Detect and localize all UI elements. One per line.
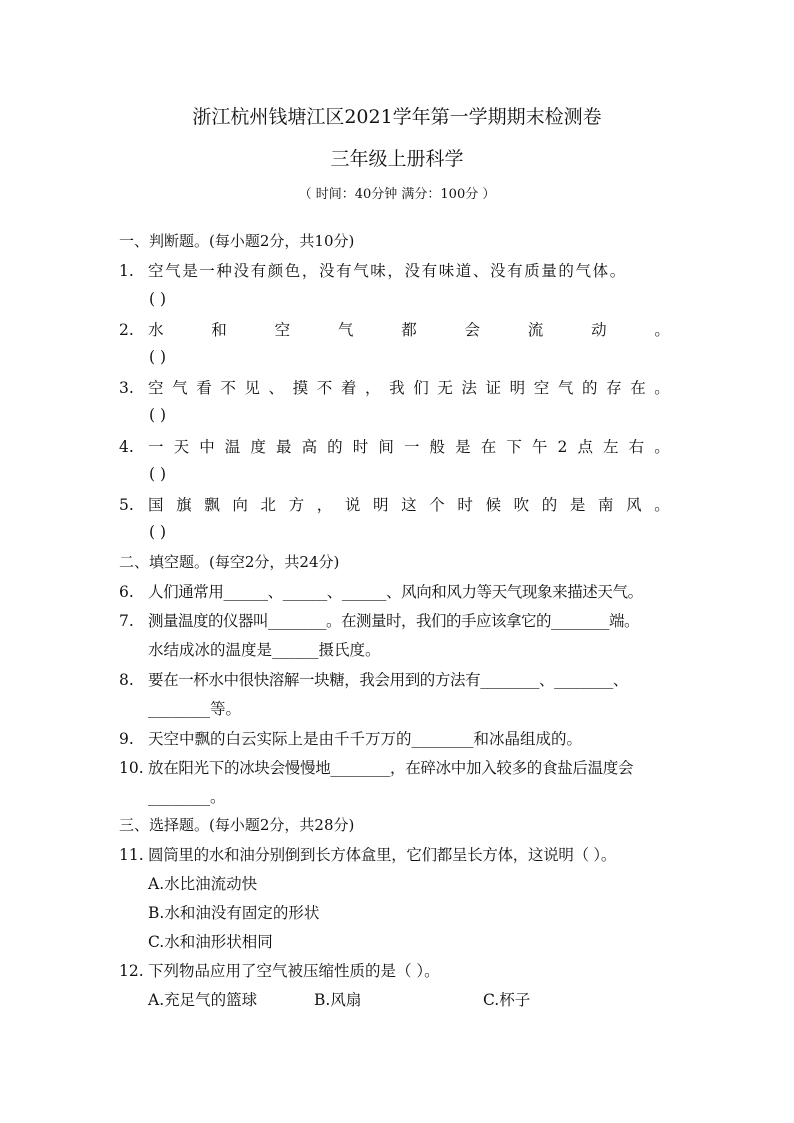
question-text: 空 气 看 不 见 、 摸 不 着 ， 我 们 无 法 证 明 空 气 的 存 在 。 <box>148 379 670 397</box>
question-text: ________。 <box>148 788 226 806</box>
option-b[interactable]: B.水和油没有固定的形状 <box>148 904 320 922</box>
section-heading: 二、填空题。(每空2分，共24分) <box>119 553 340 571</box>
answer-blank[interactable]: ( ) <box>149 523 167 541</box>
exam-subtitle: 三年级上册科学 <box>330 148 464 170</box>
section-heading: 三、选择题。(每小题2分，共28分) <box>119 816 355 834</box>
question-text: 放在阳光下的冰块会慢慢地________，在碎冰中加入较多的食盐后温度会 <box>148 759 634 777</box>
question-text: 天空中飘的白云实际上是由千千万万的________和冰晶组成的。 <box>148 730 583 748</box>
section-heading: 一、判断题。(每小题2分，共10分) <box>119 232 355 250</box>
option-a[interactable]: A.充足气的篮球 <box>148 991 258 1009</box>
question-number: 7. <box>119 612 134 630</box>
question-text: 测量温度的仪器叫________。在测量时，我们的手应该拿它的________端。 <box>148 612 640 630</box>
option-b[interactable]: B.风扇 <box>314 991 362 1009</box>
question-number: 1. <box>119 262 134 280</box>
question-text: 圆筒里的水和油分别倒到长方体盒里，它们都呈长方体，这说明（ ）。 <box>148 846 617 864</box>
question-number: 3. <box>119 379 134 397</box>
question-number: 4. <box>119 438 134 456</box>
question-text: 国 旗 飘 向 北 方 ， 说 明 这 个 时 候 吹 的 是 南 风 。 <box>148 496 670 514</box>
question-text: 下列物品应用了空气被压缩性质的是（ ）。 <box>148 962 440 980</box>
question-text: ________等。 <box>148 700 242 718</box>
question-number: 10. <box>119 759 144 777</box>
question-number: 11. <box>119 846 144 864</box>
question-number: 5. <box>119 496 134 514</box>
answer-blank[interactable]: ( ) <box>149 290 167 308</box>
question-text: 一 天 中 温 度 最 高 的 时 间 一 般 是 在 下 午 2 点 左 右 。 <box>148 438 670 456</box>
exam-title: 浙江杭州钱塘江区2021学年第一学期期末检测卷 <box>192 106 602 128</box>
question-number: 2. <box>119 321 134 339</box>
option-c[interactable]: C.水和油形状相同 <box>148 933 273 951</box>
option-c[interactable]: C.杯子 <box>483 991 531 1009</box>
question-number: 6. <box>119 583 134 601</box>
question-text: 人们通常用______、______、______、风向和风力等天气现象来描述天气。 <box>148 583 643 601</box>
question-number: 12. <box>119 962 144 980</box>
answer-blank[interactable]: ( ) <box>149 465 167 483</box>
question-text: 水结成冰的温度是______摄氏度。 <box>148 641 381 659</box>
question-text: 要在一杯水中很快溶解一块糖，我会用到的方法有________、________、 <box>148 671 629 689</box>
question-text: 水 和 空 气 都 会 流 动 。 <box>148 321 670 339</box>
answer-blank[interactable]: ( ) <box>149 406 167 424</box>
question-text: 空气是一种没有颜色，没有气味，没有味道、没有质量的气体。 <box>148 262 627 280</box>
exam-meta: （ 时间：40分钟 满分：100分 ） <box>298 187 496 202</box>
answer-blank[interactable]: ( ) <box>149 348 167 366</box>
question-number: 9. <box>119 730 134 748</box>
question-number: 8. <box>119 671 134 689</box>
option-a[interactable]: A.水比油流动快 <box>148 875 258 893</box>
